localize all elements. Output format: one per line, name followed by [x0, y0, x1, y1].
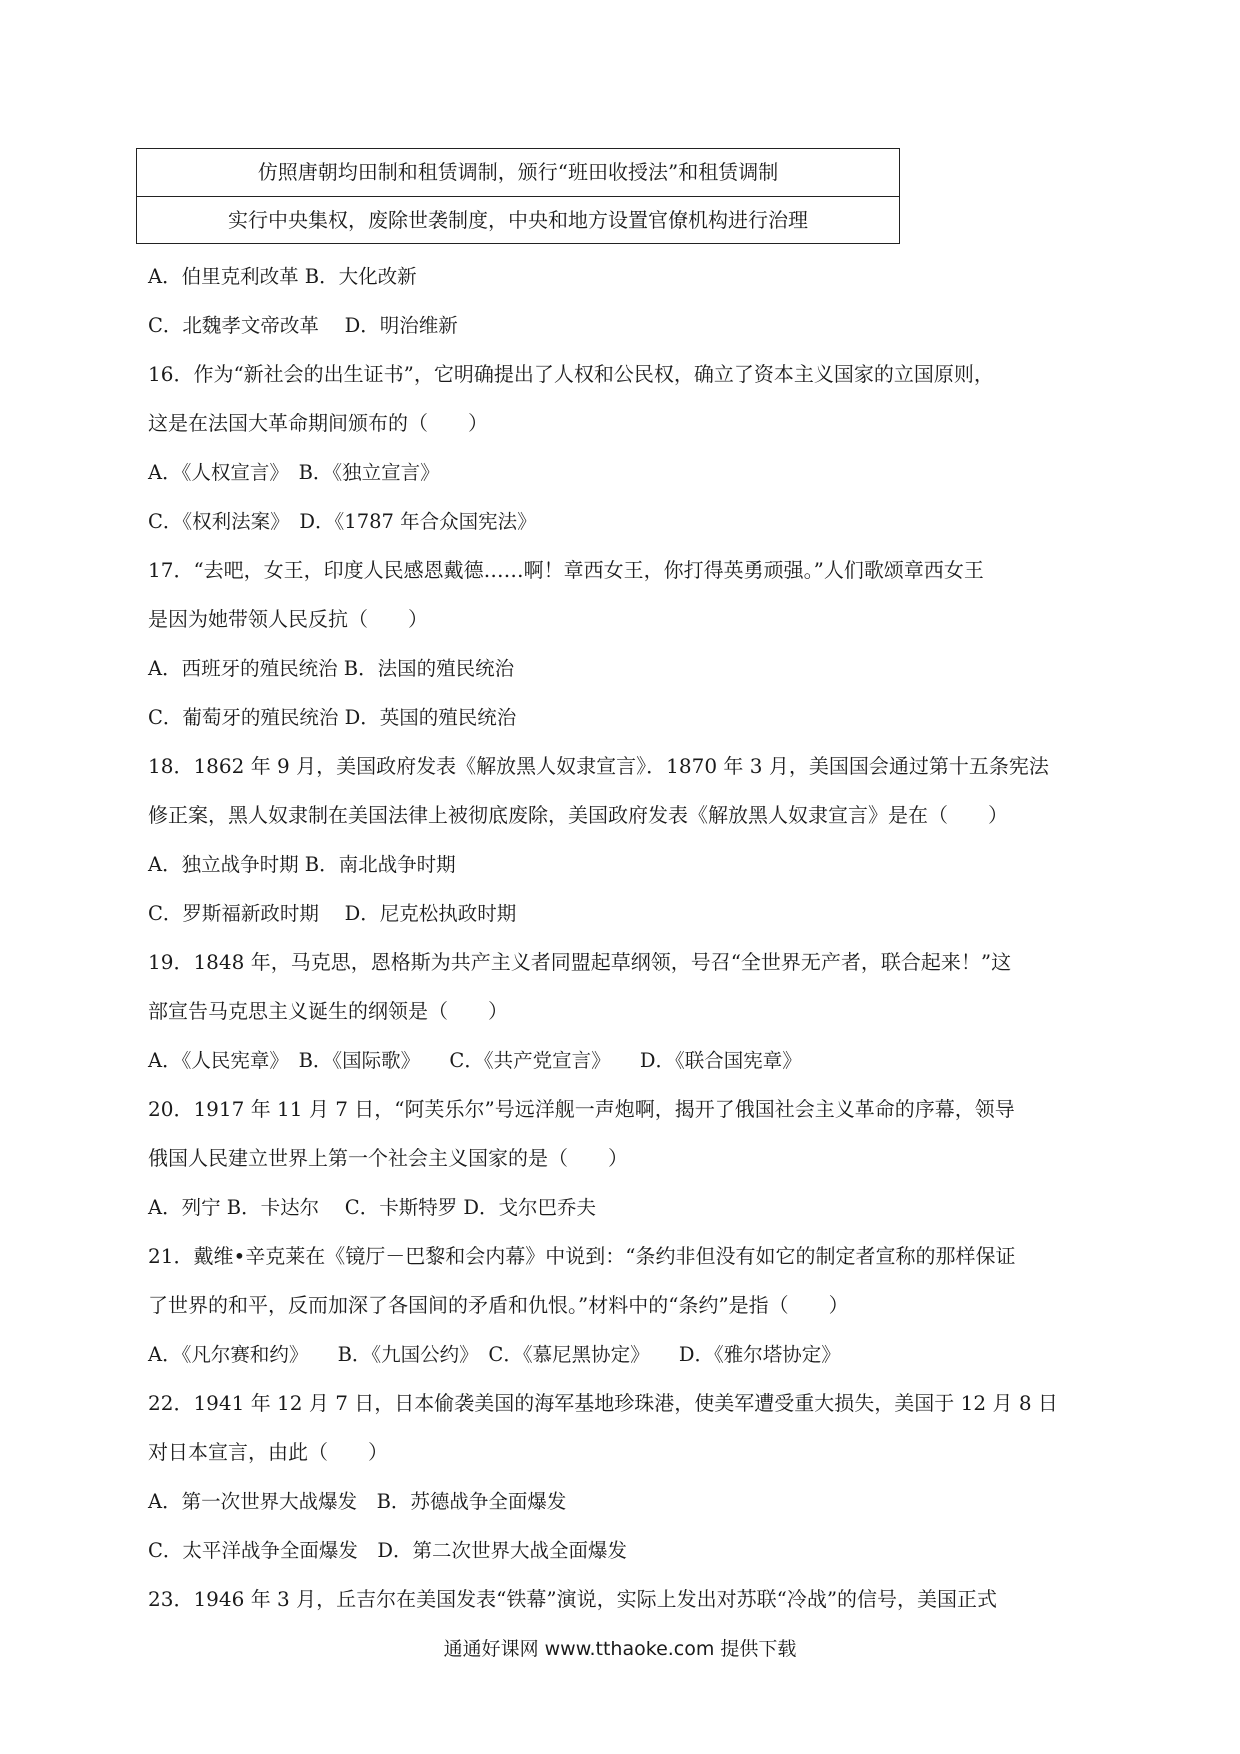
- q22-options-cd: C．太平洋战争全面爆发 D．第二次世界大战全面爆发: [148, 1539, 628, 1562]
- q15-options-cd: C．北魏孝文帝改革 D．明治维新: [148, 314, 458, 337]
- q16-options-cd: C．《权利法案》 D．《1787 年合众国宪法》: [148, 510, 537, 533]
- q17-stem-cont: 是因为她带领人民反抗（ ）: [148, 607, 428, 631]
- q21-stem-cont: 了世界的和平，反而加深了各国间的矛盾和仇恨。”材料中的“条约”是指（ ）: [148, 1293, 849, 1317]
- q19-stem: 19．1848 年，马克思，恩格斯为共产主义者同盟起草纲领，号召“全世界无产者，联合起来！”这: [148, 950, 1012, 974]
- q22-stem: 22．1941 年 12 月 7 日，日本偷袭美国的海军基地珍珠港，使美军遭受重大损失，美国于 12 月 8 日: [148, 1391, 1058, 1415]
- question-list: [148, 252, 1108, 1624]
- q22-options-ab: A．第一次世界大战爆发 B．苏德战争全面爆发: [148, 1490, 567, 1513]
- q18-stem: 18．1862 年 9 月，美国政府发表《解放黑人奴隶宣言》．1870 年 3 月，美国国会通过第十五条宪法: [148, 754, 1049, 778]
- q18-options-cd: C．罗斯福新政时期 D．尼克松执政时期: [148, 902, 517, 925]
- q21-options: A．《凡尔赛和约》 B．《九国公约》 C．《慕尼黑协定》 D．《雅尔塔协定》: [148, 1343, 841, 1366]
- reform-table: [136, 148, 900, 244]
- table-row: 仿照唐朝均田制和租赁调制，颁行“班田收授法”和租赁调制: [257, 160, 779, 184]
- q15-options-ab: A．伯里克利改革 B．大化改新: [148, 265, 417, 288]
- q18-stem-cont: 修正案，黑人奴隶制在美国法律上被彻底废除，美国政府发表《解放黑人奴隶宣言》是在（ ）: [148, 803, 1008, 827]
- q19-options: A．《人民宪章》 B．《国际歌》 C．《共产党宣言》 D．《联合国宪章》: [148, 1049, 802, 1072]
- q20-stem: 20．1917 年 11 月 7 日，“阿芙乐尔”号远洋舰一声炮啊，揭开了俄国社会主义革命的序幕，领导: [148, 1097, 1015, 1121]
- table-row: 实行中央集权，废除世袭制度，中央和地方设置官僚机构进行治理: [137, 196, 899, 244]
- q17-options-ab: A．西班牙的殖民统治 B．法国的殖民统治: [148, 657, 515, 680]
- q22-stem-cont: 对日本宣言，由此（ ）: [148, 1440, 388, 1464]
- q20-stem-cont: 俄国人民建立世界上第一个社会主义国家的是（ ）: [148, 1146, 628, 1170]
- q17-stem: 17．“去吧，女王，印度人民感恩戴德……啊！章西女王，你打得英勇顽强。”人们歌颂章西女王: [148, 558, 984, 582]
- q19-stem-cont: 部宣告马克思主义诞生的纲领是（ ）: [148, 999, 508, 1023]
- q16-stem-cont: 这是在法国大革命期间颁布的（ ）: [148, 411, 488, 435]
- q18-options-ab: A．独立战争时期 B．南北战争时期: [148, 853, 456, 876]
- q17-options-cd: C．葡萄牙的殖民统治 D．英国的殖民统治: [148, 706, 517, 729]
- q16-stem: 16．作为“新社会的出生证书”，它明确提出了人权和公民权，确立了资本主义国家的立国原则，: [148, 362, 994, 386]
- q23-stem: 23．1946 年 3 月，丘吉尔在美国发表“铁幕”演说，实际上发出对苏联“冷战”的信号，美国正式: [148, 1587, 998, 1611]
- q20-options: A．列宁 B．卡达尔 C．卡斯特罗 D．戈尔巴乔夫: [148, 1196, 597, 1219]
- footer-source: 通通好课网 www.tthaoke.com 提供下载: [443, 1638, 797, 1660]
- q16-options-ab: A．《人权宣言》 B．《独立宣言》: [148, 461, 440, 484]
- q21-stem: 21．戴维•辛克莱在《镜厅－巴黎和会内幕》中说到：“条约非但没有如它的制定者宣称的那样保证: [148, 1244, 1016, 1268]
